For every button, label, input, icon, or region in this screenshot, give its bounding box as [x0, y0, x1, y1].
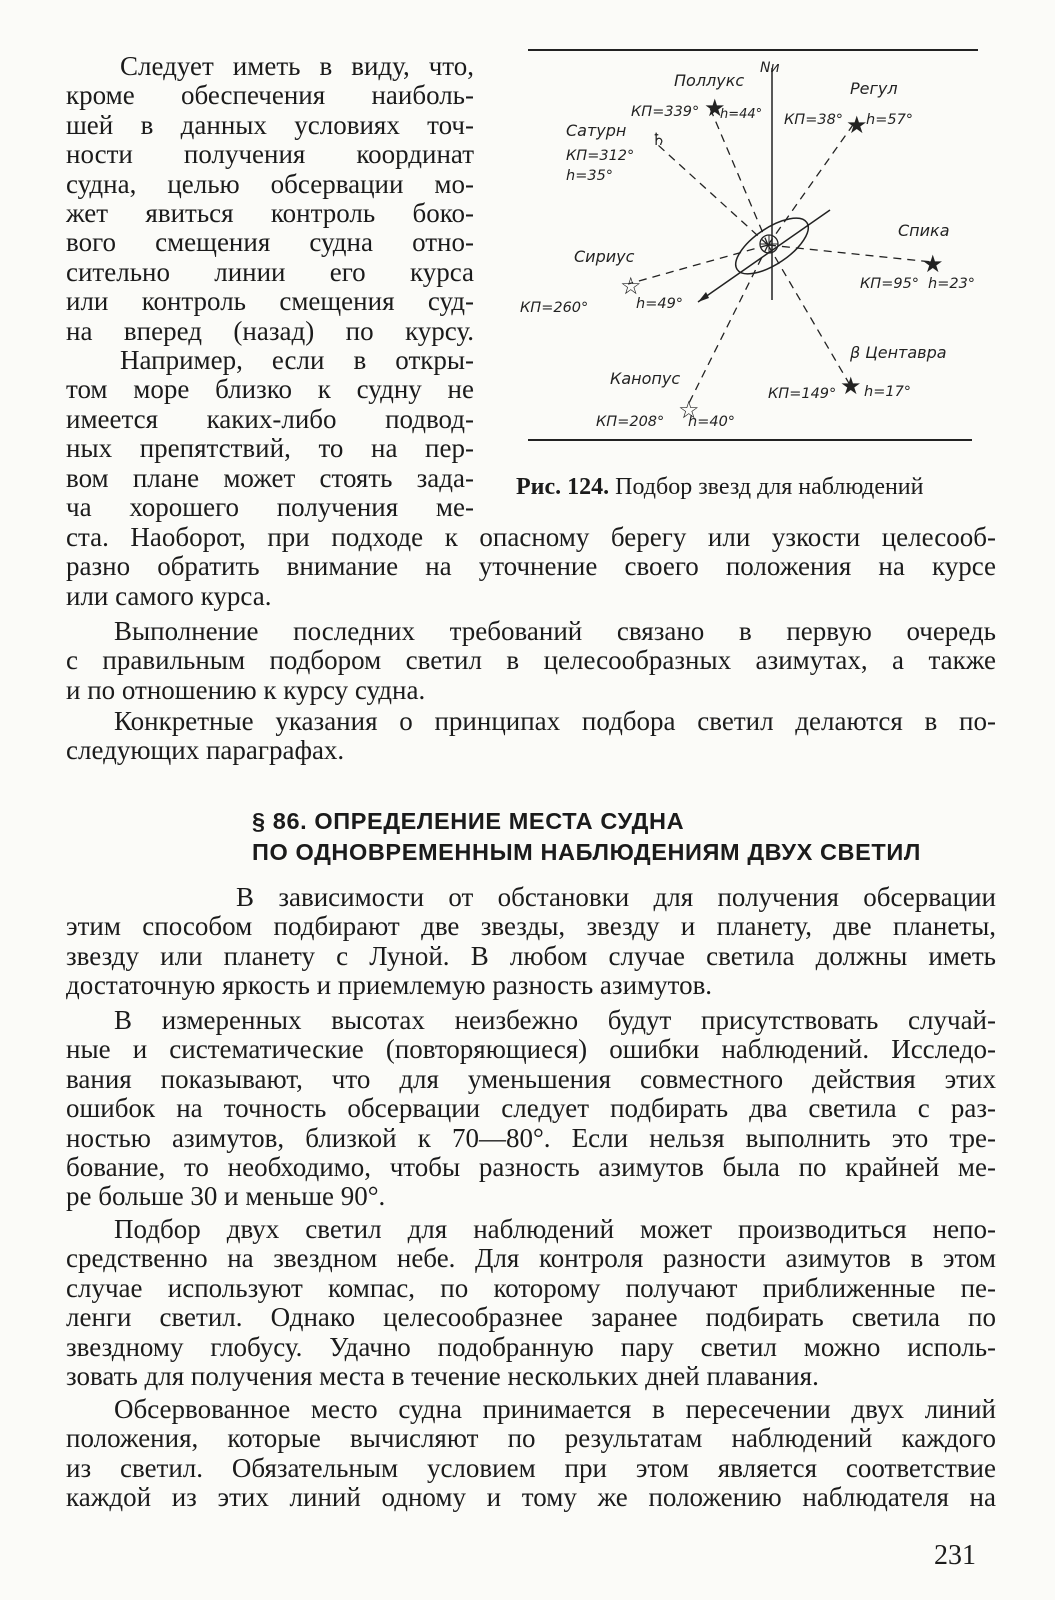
text-line: на вперед (назад) по курсу. — [66, 315, 474, 346]
text-line: ста. Наоборот, при подходе к опасному берегу или узкости целесооб- — [66, 522, 996, 552]
star-name: Спика — [898, 221, 950, 240]
intro-continuation — [66, 523, 996, 611]
star-kp: КП=208° — [596, 414, 665, 430]
paragraph — [66, 883, 996, 1001]
star-name: Поллукс — [674, 71, 745, 90]
text-line: случае используют компас, по которому получают приближенные пе- — [66, 1272, 996, 1303]
star-kp: КП=339° — [631, 104, 700, 120]
text-line: В зависимости от обстановки для получения обсервации — [236, 882, 996, 912]
heading-line: ПО ОДНОВРЕМЕННЫМ НАБЛЮДЕНИЯМ ДВУХ СВЕТИЛ — [252, 839, 921, 865]
text-line: Выполнение последних требований связано в первую очередь — [114, 616, 996, 646]
star-regulus-icon: ★ — [846, 111, 868, 139]
star-canopus-icon: ☆ — [678, 396, 700, 424]
text-line: с правильным подбором светил в целесообразных азимутах, а также — [66, 645, 996, 676]
star-h: h=40° — [688, 414, 736, 430]
text-line: кроме обеспечения наиболь- — [66, 80, 474, 111]
text-line: Конкретные указания о принципах подбора светил делаются в по- — [114, 706, 996, 736]
bearing-line — [768, 122, 855, 245]
text-line: В измеренных высотах неизбежно будут присутствовать случай- — [114, 1005, 996, 1035]
star-pollux-icon: ★ — [704, 94, 726, 122]
star-h: h=49° — [636, 296, 684, 312]
paragraph — [66, 707, 996, 766]
star-kp: КП=38° — [784, 112, 844, 128]
text-line: вом плане может стоять зада- — [66, 462, 474, 493]
star-h: h=23° — [928, 276, 976, 292]
text-line: Обсервованное место судна принимается в пересечении двух линий — [114, 1394, 996, 1424]
text-line: или самого курса. — [66, 580, 272, 611]
text-line: достаточную яркость и приемлемую разность азимутов. — [66, 970, 713, 1001]
text-line: ленги светил. Однако целесообразнее заранее подбирать светила по — [66, 1302, 996, 1333]
figure-number: Рис. 124. — [516, 474, 610, 500]
text-line: ре больше 30 и меньше 90°. — [66, 1181, 386, 1212]
star-sirius-icon: ☆ — [620, 272, 642, 300]
text-line: ности получения координат — [66, 139, 474, 170]
star-h: h=57° — [866, 112, 914, 128]
text-line: ные и систематические (повторяющиеся) ошибки наблюдений. Исследо- — [66, 1034, 996, 1065]
text-line: жет явиться контроль боко- — [66, 198, 474, 229]
text-line: ошибок на точность обсервации следует подбирать два светила с раз- — [66, 1093, 996, 1124]
star-name: Канопус — [610, 369, 681, 388]
north-label: Nи — [760, 60, 780, 76]
paragraph — [66, 617, 996, 705]
bearing-line — [710, 108, 768, 245]
text-line: и по отношению к курсу судна. — [66, 674, 426, 705]
intro-paragraph — [66, 52, 474, 523]
star-spica-icon: ★ — [922, 250, 944, 278]
figure-caption — [516, 474, 924, 501]
text-line: Следует иметь в виду, что, — [120, 51, 474, 81]
star-name: β Центавра — [850, 343, 947, 362]
text-line: зовать для получения места в течение нескольких дней плавания. — [66, 1361, 819, 1392]
star-selection-diagram — [520, 40, 982, 460]
bearing-line — [628, 245, 768, 284]
paragraph — [66, 1215, 996, 1391]
text-line: этим способом подбирают две звезды, звезду и планету, две планеты, — [66, 911, 996, 942]
text-line: ностью азимутов, близкой к 70—80°. Если нельзя выполнить это тре- — [66, 1122, 996, 1153]
figure-caption-text: Подбор звезд для наблюдений — [615, 474, 924, 500]
text-line: судна, целью обсервации мо- — [66, 168, 474, 199]
text-line: сительно линии его курса — [66, 256, 474, 287]
text-line: том море близко к судну не — [66, 374, 474, 405]
section-heading — [252, 806, 921, 868]
star-kp: КП=312° — [566, 148, 635, 164]
bearing-line — [658, 145, 768, 245]
text-line: каждой из этих линий одному и тому же положению наблюдателя на — [66, 1482, 996, 1513]
bearing-line — [768, 245, 850, 385]
text-line: имеется каких-либо подвод- — [66, 403, 474, 434]
star-h: h=44° — [720, 107, 763, 122]
text-line: звезду или планету с Луной. В любом случае светила должны иметь — [66, 940, 996, 971]
course-line — [698, 210, 830, 302]
star-kp: КП=95° — [860, 276, 920, 292]
text-line: звездному глобусу. Удачно подобранную пару светил можно исполь- — [66, 1331, 996, 1362]
text-line: Подбор двух светил для наблюдений может производиться непо- — [114, 1214, 996, 1244]
text-line: ных препятствий, то на пер- — [66, 433, 474, 464]
bearing-line — [688, 245, 768, 405]
text-line: или контроль смещения суд- — [66, 286, 474, 317]
planet-saturn-icon: ♄ — [651, 130, 667, 150]
star-kp: КП=149° — [768, 386, 837, 402]
paragraph — [66, 1006, 996, 1212]
text-line: следующих параграфах. — [66, 735, 345, 766]
star-beta-centauri-icon: ★ — [840, 372, 862, 400]
heading-line: § 86. ОПРЕДЕЛЕНИЕ МЕСТА СУДНА — [252, 808, 685, 834]
text-line: Например, если в откры- — [120, 345, 474, 376]
page-number: 231 — [934, 1540, 976, 1571]
star-name: Сатурн — [566, 121, 627, 140]
text-line: вого смещения судна отно- — [66, 227, 474, 258]
star-kp: КП=260° — [520, 300, 589, 316]
text-line: положения, которые вычисляют по результатам наблюдений каждого — [66, 1423, 996, 1454]
star-h: h=17° — [864, 384, 912, 400]
text-line: ча хорошего получения ме- — [66, 492, 474, 523]
text-line: бование, то необходимо, чтобы разность азимутов была по крайней ме- — [66, 1152, 996, 1183]
star-h: h=35° — [566, 168, 614, 184]
paragraph — [66, 1395, 996, 1513]
text-line: шей в данных условиях точ- — [66, 109, 474, 140]
text-line: разно обратить внимание на уточнение своего положения на курсе — [66, 551, 996, 582]
course-arrow-head — [698, 292, 709, 302]
star-name: Сириус — [574, 247, 635, 266]
text-line: из светил. Обязательным условием при этом является соответствие — [66, 1452, 996, 1483]
text-line: вания показывают, что для уменьшения совместного действия этих — [66, 1063, 996, 1094]
star-name: Регул — [850, 79, 898, 98]
text-line: средственно на звездном небе. Для контроля разности азимутов в этом — [66, 1243, 996, 1274]
